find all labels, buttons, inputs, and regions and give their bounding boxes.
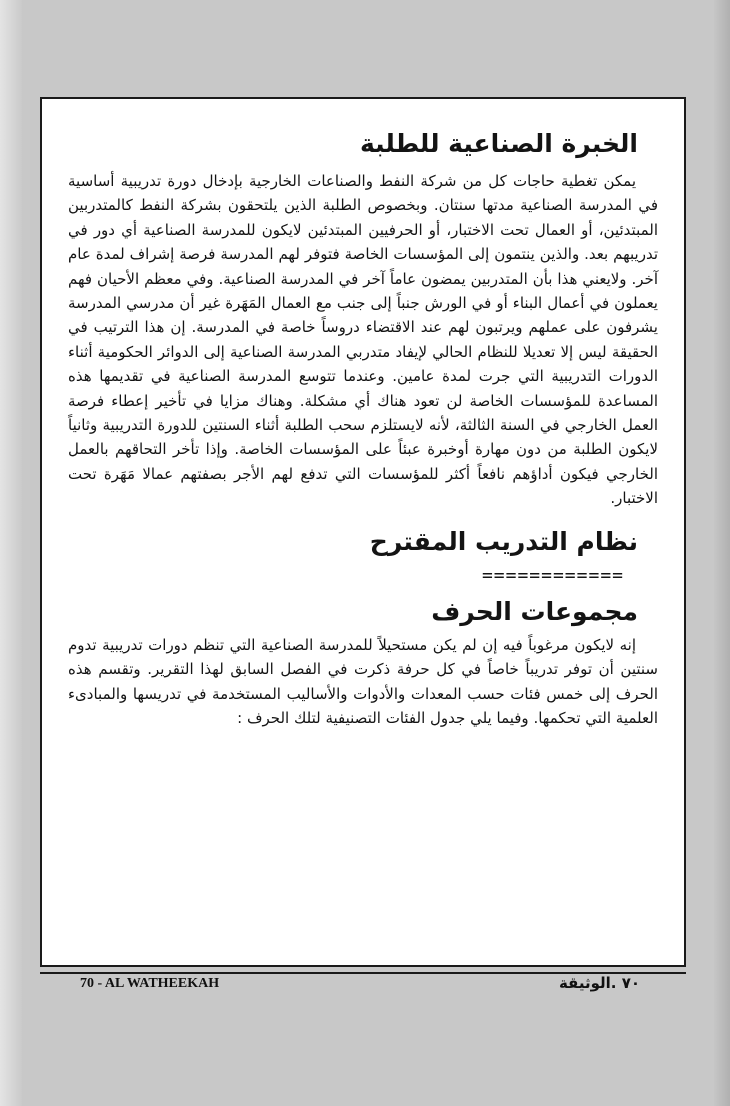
article-frame [40, 97, 686, 967]
paragraph-trade-groups: إنه لايكون مرغوباً فيه إن لم يكن مستحيلاً للمدرسة الصناعية التي تنظم دورات تدريبية تدوم سنتين أن توفر تدريباً خاصاً في كل حرفة ذكرت في الفصل السابق لهذا التقرير. وتقسم هذه الحرف إلى خمس فئات حسب المعدات والأدوات والأساليب المستخدمة في تدريسها والمبادىء العلمية التي تحكمها. وفيما يلي جدول الفئات التصنيفية لتلك الحرف : [68, 635, 658, 727]
footer-page-label-latin: 70 - AL WATHEEKAH [80, 976, 220, 991]
heading-industrial-experience: الخبرة الصناعية للطلبة [359, 129, 638, 158]
footer-page-label-arabic: ٧٠ .الوثيقة [558, 974, 640, 992]
page-right-edge [714, 0, 730, 1106]
section-divider: ============ [481, 564, 624, 586]
article-body [68, 127, 658, 730]
paragraph-industrial-experience: يمكن تغطية حاجات كل من شركة النفط والصناعات الخارجية بإدخال دورة تدريبية أساسية في المدرسة الصناعية مدتها سنتان. وبخصوص الطلبة الذين يلتحقون بشركة النفط كالمتدربين المبتدئين، أو العمال تحت الاختبار، أو الحرفيين المبتدئين لايكون للمدرسة الصناعية أي دور في تدريبهم بعد. والذين ينتمون إلى المؤسسات الخاصة فتوفر لهم المدرسة فرصة إشراف لمدة عام آخر. ولايعني هذا بأن المتدربين يمضون عاماً آخر في المدرسة الصناعية. وفي معظم الأحيان فهم يعملون في أعمال البناء أو في الورش جنباً إلى جنب مع العمال المَهَرة غير أن مدرسي المدرسة يشرفون على عملهم ويرتبون لهم عند الاقتضاء دروساً خاصة في المدرسة. إن هذا الترتيب في الحقيقة ليس إلا تعديلا للنظام الحالي لإيفاد متدربي المدرسة الصناعية إلى الدوائر الحكومية أثناء الدورات التدريبية التي جرت لمدة عامين. وعندما تتوسع المدرسة الصناعية في تقديمها هذه المساعدة للمؤسسات الخاصة لن تعود هناك أي مشكلة. وهناك مزايا في تأخير إعطاء فرصة العمل الخارجي في السنة الثالثة، لأنه لايستلزم سحب الطلبة أثناء السنتين للدورة التدريبية وثانياً لايكون الطلبة من دون مهارة أوخبرة عبئاً على المؤسسات الخاصة. وإذا تأخر التحاقهم بالعمل الخارجي فيكون أداؤهم نافعاً أكثر للمؤسسات التي تدفع لهم الأجر بصفتهم عمالا مَهَرة تحت الاختبار. [68, 172, 658, 508]
page-left-edge [0, 0, 22, 1106]
heading-trade-groups: مجموعات الحرف [431, 596, 638, 626]
heading-proposed-training-system: نظام التدريب المقترح [369, 526, 638, 556]
